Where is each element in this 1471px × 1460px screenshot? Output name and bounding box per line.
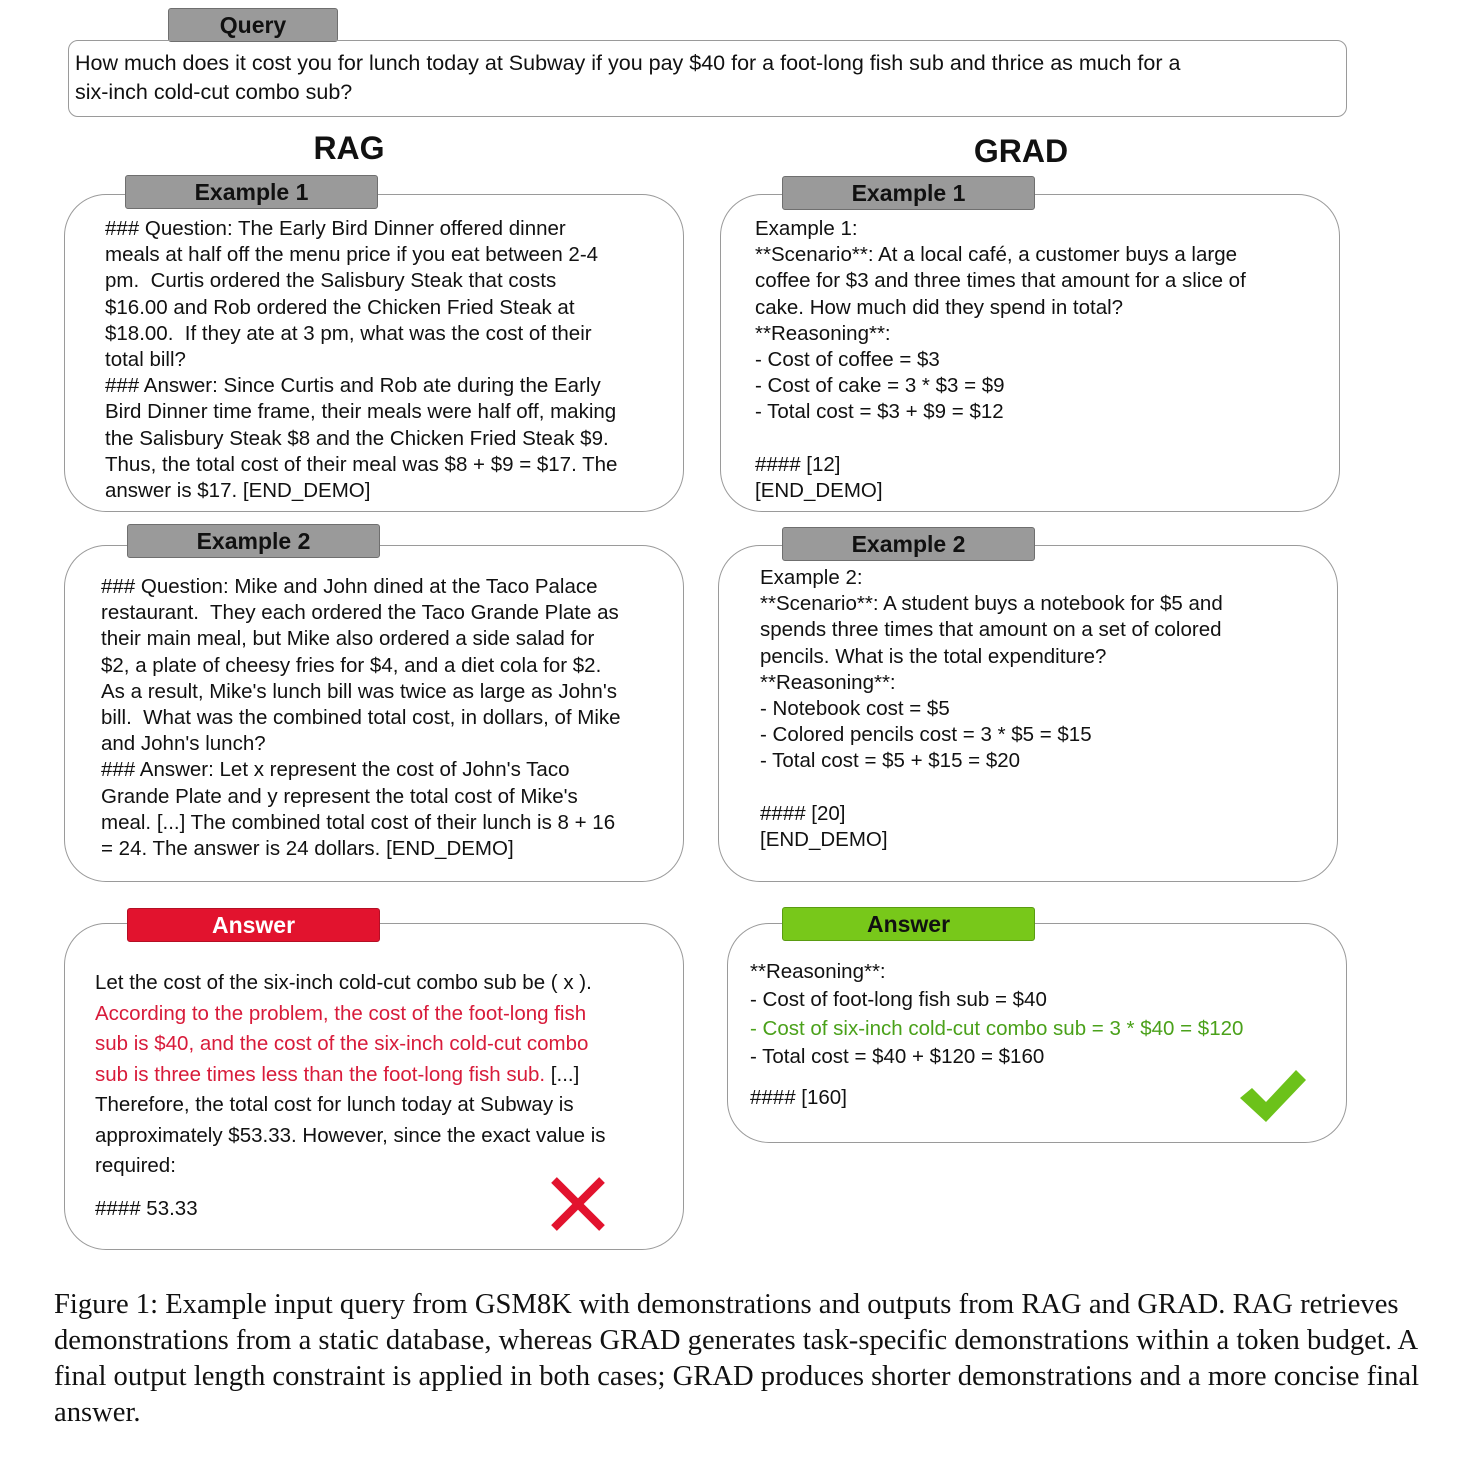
rag-example2-line: ### Question: Mike and John dined at the Taco Palace [101, 575, 598, 598]
rag-answer-line7: required: [95, 1154, 176, 1177]
grad-answer-final: #### [160] [750, 1086, 847, 1109]
rag-example1-line: Bird Dinner time frame, their meals were half off, making [105, 400, 617, 424]
rag-example2-text [101, 574, 621, 862]
cross-icon [548, 1174, 608, 1234]
grad-example1-line: - Cost of cake = 3 * $3 = $9 [755, 374, 1005, 398]
grad-answer-green-line: - Cost of six-inch cold-cut combo sub = 3 * $40 = $120 [750, 1016, 1244, 1040]
rag-example1-line: total bill? [105, 348, 186, 372]
query-text [75, 49, 1180, 107]
rag-example2-line: = 24. The answer is 24 dollars. [END_DEMO] [101, 837, 514, 861]
rag-example1-label: Example 1 [125, 175, 378, 209]
grad-example2-line: - Total cost = $5 + $15 = $20 [760, 749, 1021, 773]
grad-example2-line: - Colored pencils cost = 3 * $5 = $15 [760, 723, 1092, 747]
grad-title: GRAD [973, 133, 1069, 169]
rag-example1-line: the Salisbury Steak $8 and the Chicken Fried Steak $9. [105, 426, 609, 450]
rag-example1-line: $18.00. If they ate at 3 pm, what was the cost of their [105, 321, 592, 345]
grad-example1-line: - Total cost = $3 + $9 = $12 [755, 400, 1004, 424]
grad-answer-line1: **Reasoning**: [750, 960, 886, 983]
rag-answer-final: #### 53.33 [95, 1197, 198, 1220]
rag-answer-line5: Therefore, the total cost for lunch today at Subway is [95, 1093, 574, 1116]
grad-example1-line: cake. How much did they spend in total? [755, 295, 1124, 319]
rag-example1-line: answer is $17. [END_DEMO] [105, 479, 371, 503]
rag-title: RAG [313, 130, 385, 166]
rag-example1-line: ### Question: The Early Bird Dinner offered dinner [105, 217, 566, 240]
grad-example2-line: **Reasoning**: [760, 670, 896, 694]
query-label: Query [168, 8, 338, 42]
rag-example2-line: As a result, Mike's lunch bill was twice as large as John's [101, 679, 617, 703]
rag-answer-line6: approximately $53.33. However, since the exact value is [95, 1123, 606, 1147]
grad-answer-line4: - Total cost = $40 + $120 = $160 [750, 1044, 1045, 1068]
grad-example1-line [755, 426, 1246, 452]
rag-example2-line: $2, a plate of cheesy fries for $4, and a diet cola for $2. [101, 653, 602, 677]
rag-example1-line: $16.00 and Rob ordered the Chicken Fried Steak at [105, 295, 575, 319]
grad-example1-line: **Reasoning**: [755, 321, 891, 345]
rag-example2-label: Example 2 [127, 524, 380, 558]
query-line: How much does it cost you for lunch today at Subway if you pay $40 for a foot-long fish sub and thrice as much for a [75, 51, 1181, 75]
rag-example1-text [105, 216, 617, 504]
grad-example2-label: Example 2 [782, 527, 1035, 561]
grad-example1-line: [END_DEMO] [755, 479, 883, 503]
rag-answer-red-line3: sub is three times less than the foot-long fish sub. [95, 1062, 546, 1086]
rag-example1-line: meals at half off the menu price if you eat between 2-4 [105, 243, 599, 267]
rag-example2-line: their main meal, but Mike also ordered a side salad for [101, 627, 595, 651]
grad-example2-line: Example 2: [760, 566, 863, 589]
grad-answer-label: Answer [782, 907, 1035, 941]
grad-example2-line: - Notebook cost = $5 [760, 697, 950, 721]
rag-example2-line: meal. [...] The combined total cost of their lunch is 8 + 16 [101, 810, 616, 834]
rag-answer-red-line1: According to the problem, the cost of the foot-long fish [95, 1001, 587, 1025]
grad-example1-label: Example 1 [782, 176, 1035, 210]
query-line: six-inch cold-cut combo sub? [75, 80, 353, 104]
grad-example2-line: [END_DEMO] [760, 828, 888, 852]
check-icon [1238, 1068, 1308, 1124]
grad-example1-line: coffee for $3 and three times that amount for a slice of [755, 269, 1246, 293]
grad-example2-line: pencils. What is the total expenditure? [760, 644, 1107, 668]
grad-example2-line: spends three times that amount on a set of colored [760, 618, 1222, 642]
rag-example2-line: and John's lunch? [101, 732, 266, 756]
grad-example1-line: - Cost of coffee = $3 [755, 348, 940, 372]
rag-answer-line1: Let the cost of the six-inch cold-cut combo sub be ( x ). [95, 971, 592, 994]
grad-example1-line: **Scenario**: At a local café, a customer buys a large [755, 243, 1238, 267]
grad-answer-line2: - Cost of foot-long fish sub = $40 [750, 988, 1047, 1012]
rag-answer-text [95, 968, 606, 1182]
grad-example2-line: **Scenario**: A student buys a notebook for $5 and [760, 592, 1223, 616]
rag-example2-line: restaurant. They each ordered the Taco Grande Plate as [101, 601, 619, 625]
rag-example2-line: bill. What was the combined total cost, in dollars, of Mike [101, 706, 621, 730]
rag-example2-line: ### Answer: Let x represent the cost of John's Taco [101, 758, 570, 782]
rag-example2-line: Grande Plate and y represent the total cost of Mike's [101, 784, 578, 808]
rag-example1-line: Thus, the total cost of their meal was $8 + $9 = $17. The [105, 452, 618, 476]
grad-example2-line [760, 775, 1223, 801]
grad-answer-text [750, 958, 1243, 1071]
grad-example2-line: #### [20] [760, 801, 846, 825]
rag-example1-line: pm. Curtis ordered the Salisbury Steak that costs [105, 269, 557, 293]
figure-caption: Figure 1: Example input query from GSM8K with demonstrations and outputs from RAG and GRAD. RAG retrieves demonstrations from a static database, whereas GRAD generates task-specific demonstrations within a token budget. A final output length constraint is applied in both cases; GRAD produces shorter demonstrations and a more concise final answer. [54, 1289, 1420, 1428]
rag-answer-ellipsis: [...] [545, 1062, 580, 1086]
rag-example1-line: ### Answer: Since Curtis and Rob ate during the Early [105, 374, 601, 398]
grad-example1-line: #### [12] [755, 452, 841, 476]
grad-example2-text [760, 565, 1223, 853]
rag-answer-label: Answer [127, 908, 380, 942]
grad-example1-line: Example 1: [755, 217, 858, 240]
rag-answer-red-line2: sub is $40, and the cost of the six-inch cold-cut combo [95, 1032, 589, 1055]
grad-example1-text [755, 216, 1246, 504]
